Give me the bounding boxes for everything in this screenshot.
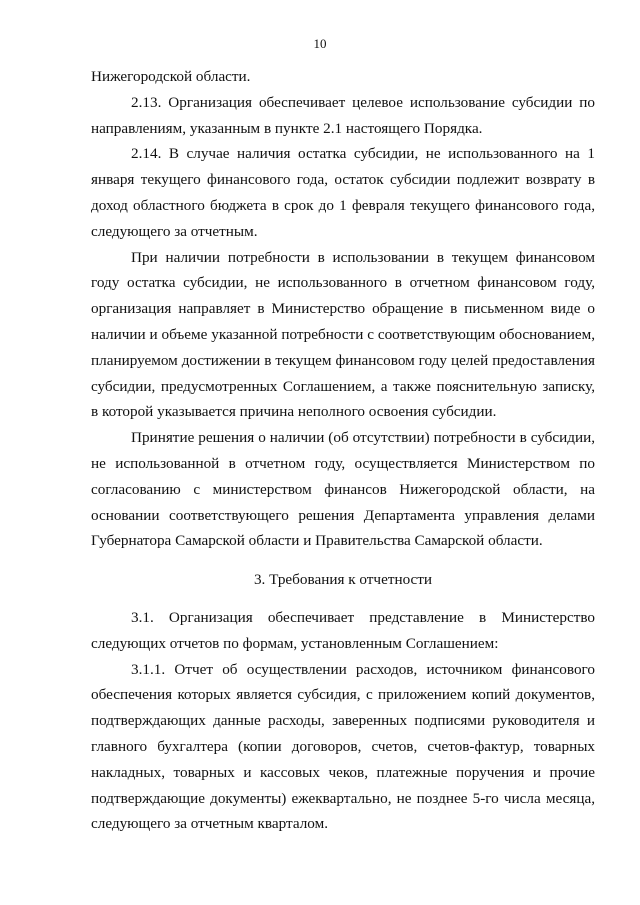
- paragraph-2-14: 2.14. В случае наличия остатка субсидии, не использованного на 1 января текущего финансового года, остаток субсидии подлежит возврату в доход областного бюджета в срок до 1 февраля текущего финансового года, следующего за отчетным.: [91, 145, 595, 240]
- document-body: [91, 64, 595, 837]
- page-number: 10: [313, 36, 327, 51]
- paragraph-3-1: 3.1. Организация обеспечивает представление в Министерство следующих отчетов по формам, установленным Соглашением:: [91, 608, 595, 652]
- section-heading: 3. Требования к отчетности: [253, 571, 433, 589]
- paragraph-continuation: Нижегородской области.: [91, 68, 251, 85]
- paragraph-3-1-1: 3.1.1. Отчет об осуществлении расходов, источником финансового обеспечения которых является субсидия, с приложением копий документов, подтверждающих данные расходы, заверенных подписями руководителя и главного бухгалтера (копии договоров, счетов, счетов-фактур, товарных накладных, товарных и кассовых чеков, платежные поручения и прочие подтверждающие документы) ежеквартально, не позднее 5-го числа месяца, следующего за отчетным кварталом.: [91, 660, 595, 833]
- paragraph-remaining-need: При наличии потребности в использовании в текущем финансовом году остатка субсидии, не использованного в отчетном финансовом году, организация направляет в Министерство обращение в письменном виде о наличии и объеме указанной потребности с соответствующим обоснованием, планируемом достижении в текущем финансовом году целей предоставления субсидии, предусмотренных Соглашением, а также пояснительную записку, в которой указывается причина неполного освоения субсидии.: [91, 248, 595, 421]
- paragraph-2-13: 2.13. Организация обеспечивает целевое использование субсидии по направлениям, указанным в пункте 2.1 настоящего Порядка.: [91, 93, 595, 137]
- paragraph-decision: Принятие решения о наличии (об отсутствии) потребности в субсидии, не использованной в отчетном году, осуществляется Министерством по согласованию с министерством финансов Нижегородской области, на основании соответствующего решения Департамента управления делами Губернатора Самарской области и Правительства Самарской области.: [91, 429, 595, 550]
